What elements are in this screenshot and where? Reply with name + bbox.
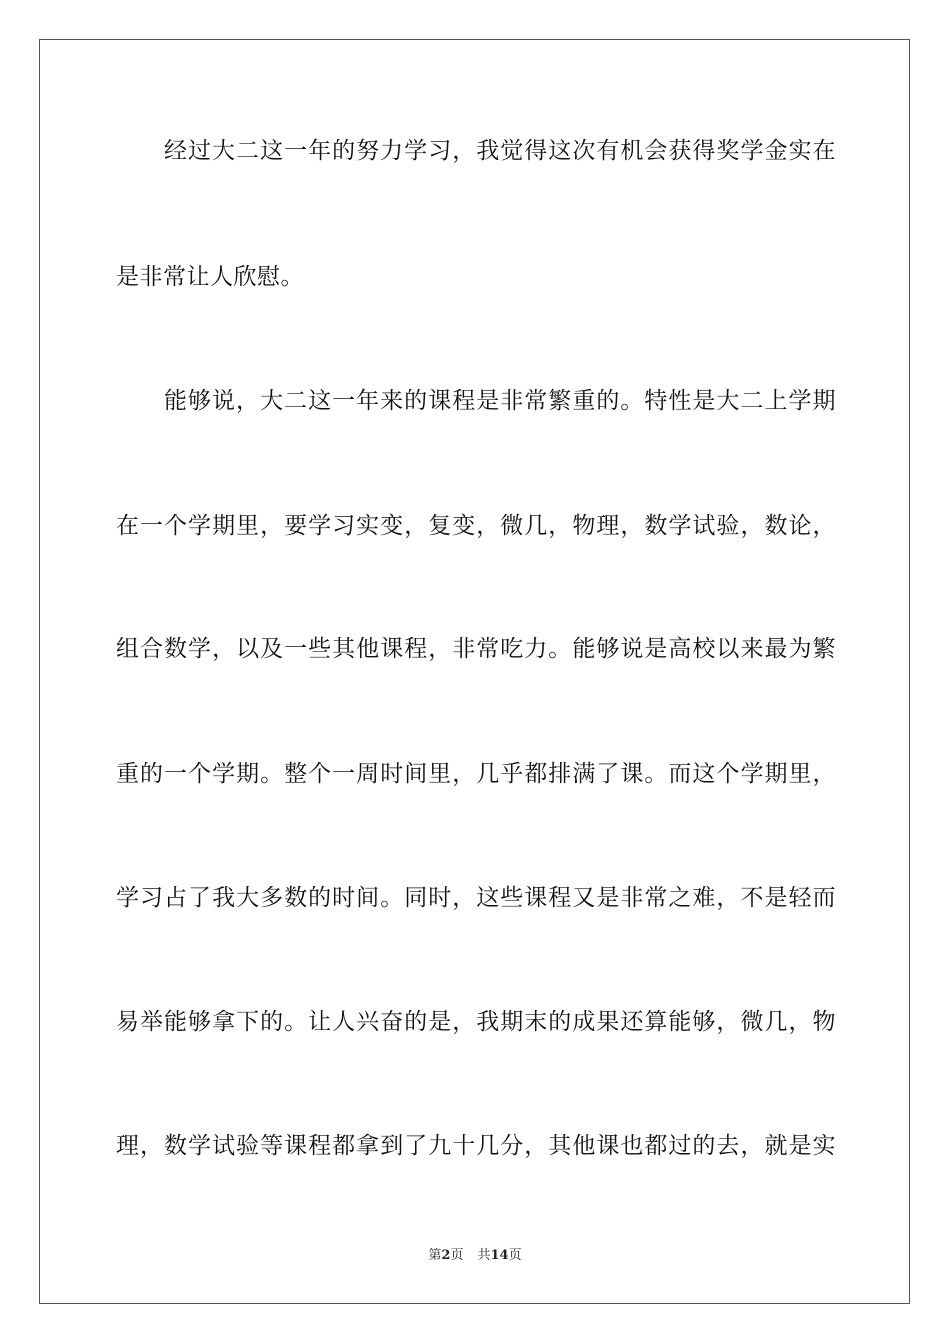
paragraph-1-line-1: 经过大二这一年的努力学习，我觉得这次有机会获得奖学金实在 — [164, 138, 836, 164]
total-label-prefix: 共 — [477, 1248, 491, 1263]
paragraph-2-line-3: 组合数学，以及一些其他课程，非常吃力。能够说是高校以来最为繁 — [116, 636, 836, 662]
paragraph-2-line-2: 在一个学期里，要学习实变，复变，微几，物理，数学试验，数论， — [116, 513, 836, 539]
page-label-prefix: 第 — [428, 1248, 442, 1263]
total-pages: 14 — [490, 1248, 509, 1263]
paragraph-2-line-6: 易举能够拿下的。让人兴奋的是，我期末的成果还算能够，微几，物 — [116, 1009, 836, 1035]
paragraph-2-line-1: 能够说，大二这一年来的课程是非常繁重的。特性是大二上学期 — [164, 388, 836, 414]
page-footer — [0, 1247, 950, 1265]
page-border — [39, 39, 910, 1304]
page-label-suffix: 页 — [450, 1248, 464, 1263]
paragraph-2-line-4: 重的一个学期。整个一周时间里，几乎都排满了课。而这个学期里， — [116, 761, 836, 787]
paragraph-1-line-2: 是非常让人欣慰。 — [116, 264, 304, 290]
paragraph-2-line-5: 学习占了我大多数的时间。同时，这些课程又是非常之难，不是轻而 — [116, 885, 836, 911]
total-label-suffix: 页 — [508, 1248, 522, 1263]
paragraph-2-line-7: 理，数学试验等课程都拿到了九十几分，其他课也都过的去，就是实 — [116, 1133, 836, 1159]
page-number: 2 — [441, 1248, 451, 1263]
